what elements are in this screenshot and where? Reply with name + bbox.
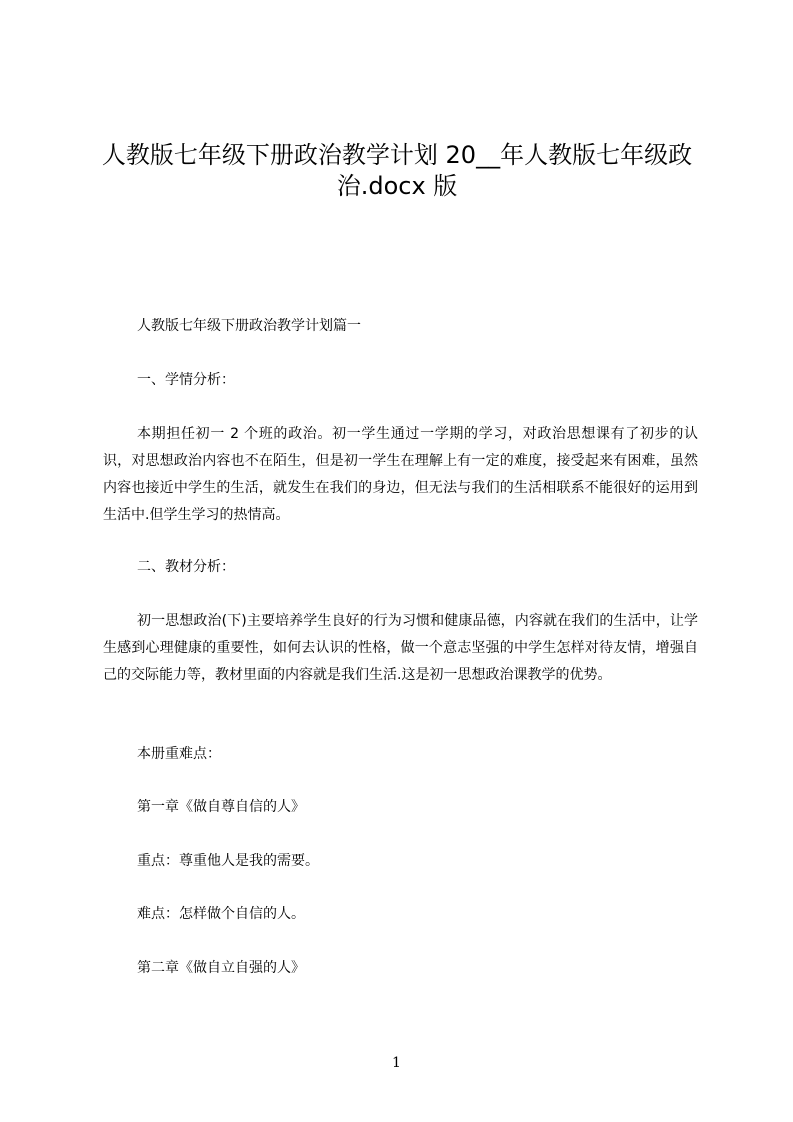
chapter-one-difficulty: 难点：怎样做个自信的人。: [137, 906, 305, 922]
section-heading-textbook-analysis: 二、教材分析：: [137, 559, 235, 575]
section-heading-learning-analysis: 一、学情分析：: [137, 372, 235, 388]
page-number: 1: [392, 1055, 401, 1071]
body-paragraph-learning-analysis: 本期担任初一 2 个班的政治。初一学生通过一学期的学习，对政治思想课有了初步的认识，对思想政治内容也不在陌生，但是初一学生在理解上有一定的难度，接受起来有困难，虽然内容也接近中学生的生活，就发生在我们的身边，但无法与我们的生活相联系不能很好的运用到生活中.但学生学习的热情高。: [103, 426, 698, 523]
chapter-two-title: 第二章《做自立自强的人》: [137, 960, 305, 976]
chapter-one-title: 第一章《做自尊自信的人》: [137, 799, 305, 815]
chapter-one-key-point: 重点：尊重他人是我的需要。: [137, 853, 319, 869]
key-points-heading: 本册重难点：: [137, 746, 221, 762]
document-title: 人教版七年级下册政治教学计划 20__年人教版七年级政治.docx 版: [101, 141, 693, 200]
body-paragraph-textbook-analysis: 初一思想政治(下)主要培养学生良好的行为习惯和健康品德，内容就在我们的生活中，让学生感到心理健康的重要性，如何去认识的性格，做一个意志坚强的中学生怎样对待友情，增强自己的交际能力等，教材里面的内容就是我们生活.这是初一思想政治课教学的优势。: [103, 613, 698, 683]
section-heading: 人教版七年级下册政治教学计划篇一: [137, 318, 361, 334]
